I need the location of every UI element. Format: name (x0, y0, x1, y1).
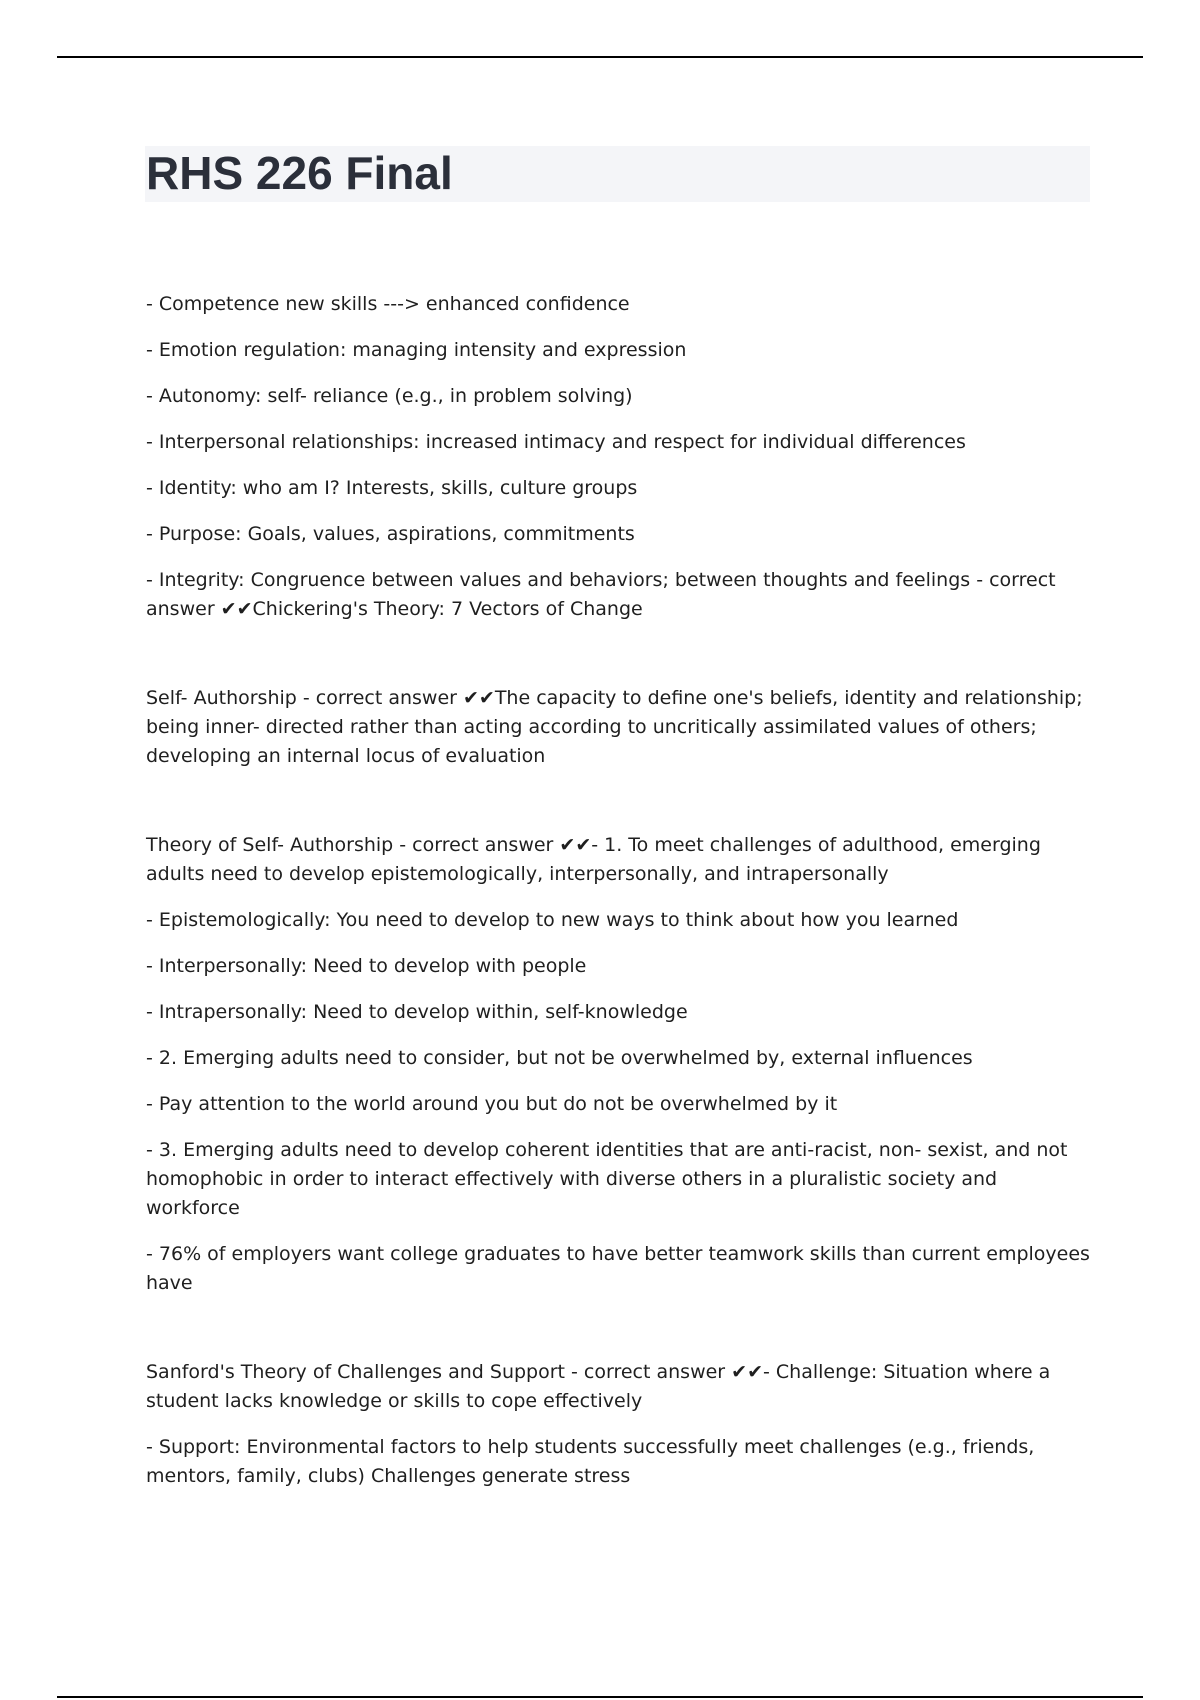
paragraph-sanford-theory: Sanford's Theory of Challenges and Support - correct answer ✔✔- Challenge: Situation where a student lacks knowledge or skills to cope effectively (146, 1361, 1051, 1412)
paragraph-interpersonal-relationships: - Interpersonal relationships: increased intimacy and respect for individual differences (146, 431, 966, 453)
paragraph-competence: - Competence new skills ---> enhanced confidence (146, 293, 630, 315)
paragraph-coherent-identities: - 3. Emerging adults need to develop coherent identities that are anti-racist, non- sexist, and not homophobic in order to interact effectively with diverse others in a pluralistic society and workforce (146, 1139, 1068, 1219)
paragraph-employers-teamwork: - 76% of employers want college graduates to have better teamwork skills than current employees have (146, 1243, 1090, 1294)
paragraph-support: - Support: Environmental factors to help students successfully meet challenges (e.g., friends, mentors, family, clubs) Challenges generate stress (146, 1436, 1035, 1487)
document-title: RHS 226 Final (146, 147, 453, 199)
document-body (146, 290, 1096, 1508)
paragraph-pay-attention: - Pay attention to the world around you but do not be overwhelmed by it (146, 1093, 838, 1115)
paragraph-identity: - Identity: who am I? Interests, skills, culture groups (146, 477, 638, 499)
paragraph-purpose: - Purpose: Goals, values, aspirations, commitments (146, 523, 635, 545)
paragraph-epistemologically: - Epistemologically: You need to develop to new ways to think about how you learned (146, 909, 959, 931)
paragraph-integrity: - Integrity: Congruence between values and behaviors; between thoughts and feelings - correct answer ✔✔Chickering's Theory: 7 Vectors of Change (146, 569, 1056, 620)
paragraph-self-authorship: Self- Authorship - correct answer ✔✔The capacity to define one's beliefs, identity and relationship; being inner- directed rather than acting according to uncritically assimilated values of others; developing an internal locus of evaluation (146, 687, 1083, 767)
bottom-divider (57, 1696, 1143, 1698)
paragraph-interpersonally: - Interpersonally: Need to develop with people (146, 955, 587, 977)
top-divider (57, 56, 1143, 58)
paragraph-theory-self-authorship: Theory of Self- Authorship - correct answer ✔✔- 1. To meet challenges of adulthood, emerging adults need to develop epistemologically, interpersonally, and intrapersonally (146, 834, 1041, 885)
paragraph-emotion-regulation: - Emotion regulation: managing intensity and expression (146, 339, 687, 361)
paragraph-autonomy: - Autonomy: self- reliance (e.g., in problem solving) (146, 385, 633, 407)
paragraph-intrapersonally: - Intrapersonally: Need to develop within, self-knowledge (146, 1001, 688, 1023)
paragraph-external-influences: - 2. Emerging adults need to consider, but not be overwhelmed by, external influences (146, 1047, 973, 1069)
